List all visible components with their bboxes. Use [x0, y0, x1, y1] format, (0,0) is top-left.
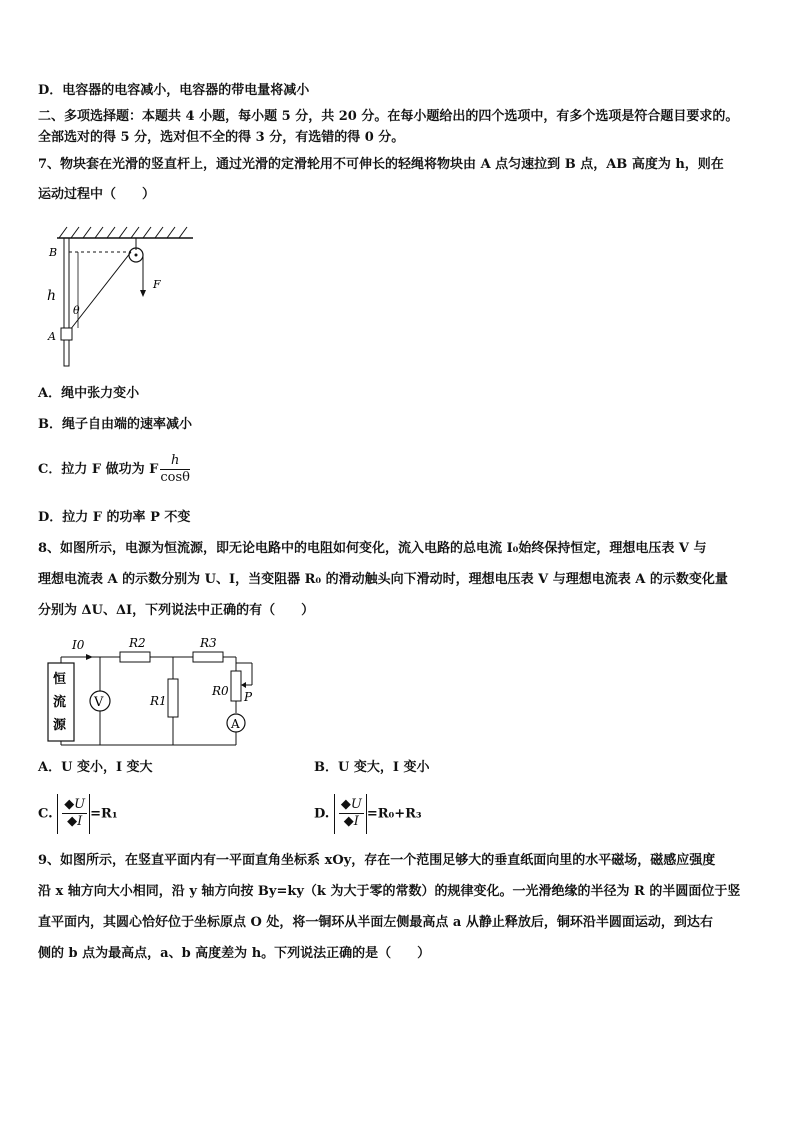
source-char-1: 恒 — [53, 672, 67, 687]
label-R0: R0 — [212, 684, 229, 698]
q8-option-c — [38, 794, 118, 835]
section-header-line1: 二、多项选择题：本题共 4 小题，每小题 5 分，共 20 分。在每小题给出的四个选项中，有多个选项是符合题目要求的。 — [38, 109, 739, 124]
option-d-previous: D．电容器的电容减小，电容器的带电量将减小 — [38, 83, 310, 98]
q8-option-b: B．U 变大，I 变小 — [314, 760, 430, 775]
source-char-2: 流 — [53, 695, 67, 710]
question-9-line2: 沿 x 轴方向大小相同，沿 y 轴方向按 By=ky（k 为大于零的常数）的规律变化。一光滑绝缘的半径为 R 的半圆面位于竖 — [38, 884, 741, 899]
label-h: h — [47, 288, 57, 304]
label-P: P — [244, 690, 253, 704]
q8-circuit — [40, 633, 280, 751]
fraction-numerator: h — [160, 453, 190, 470]
q8-option-d-prefix: D. — [314, 806, 330, 822]
source-char-3: 源 — [53, 718, 67, 733]
fraction-denominator: ◆I — [67, 814, 83, 829]
q8-option-d-suffix: =R₀+R₃ — [366, 806, 422, 822]
label-R3: R3 — [200, 636, 217, 650]
label-theta: θ — [73, 304, 80, 317]
question-7-line1: 7、物块套在光滑的竖直杆上，通过光滑的定滑轮用不可伸长的轻绳将物块由 A 点匀速拉到 B 点，AB 高度为 h，则在 — [38, 157, 724, 172]
question-8-line3: 分别为 ΔU、ΔI，下列说法中正确的有（ ） — [38, 603, 315, 618]
question-8-line1: 8、如图所示，电源为恒流源，即无论电路中的电阻如何变化，流入电路的总电流 I₀始终保持恒定，理想电压表 V 与 — [38, 541, 707, 556]
q8-option-c-suffix: =R₁ — [90, 806, 118, 822]
q7-option-c — [38, 452, 190, 488]
label-F: F — [153, 278, 161, 291]
question-7-line2: 运动过程中（ ） — [38, 187, 156, 202]
q7-option-b: B．绳子自由端的速率减小 — [38, 417, 192, 432]
q8-option-d — [314, 794, 422, 835]
label-R1: R1 — [150, 694, 167, 708]
q7-option-c-fraction — [160, 453, 190, 486]
fraction-numerator: ◆U — [340, 797, 362, 812]
label-R2: R2 — [129, 636, 146, 650]
q8-option-a: A．U 变小，I 变大 — [38, 760, 153, 775]
section-header-line2: 全部选对的得 5 分，选对但不全的得 3 分，有选错的得 0 分。 — [38, 130, 405, 145]
question-8-line2: 理想电流表 A 的示数分别为 U、I，当变阻器 R₀ 的滑动触头向下滑动时，理想电压表 V 与理想电流表 A 的示数变化量 — [38, 572, 728, 587]
q8-option-d-abs — [334, 794, 367, 834]
question-9-line3: 直平面内，其圆心恰好位于坐标原点 O 处，将一铜环从半面左侧最高点 a 从静止释放后，铜环沿半圆面运动，到达右 — [38, 915, 713, 930]
label-A: A — [48, 330, 56, 343]
q7-option-d: D．拉力 F 的功率 P 不变 — [38, 510, 191, 525]
question-9-line1: 9、如图所示，在竖直平面内有一平面直角坐标系 xOy，存在一个范围足够大的垂直纸面向里的水平磁场，磁感应强度 — [38, 853, 716, 868]
q8-option-c-abs — [57, 794, 90, 834]
q7-option-a: A．绳中张力变小 — [38, 386, 140, 401]
voltmeter-label: V — [94, 695, 104, 710]
label-I0: I0 — [72, 638, 85, 652]
label-B: B — [49, 246, 58, 259]
fraction-denominator: ◆I — [343, 814, 359, 829]
ammeter-label: A — [231, 717, 240, 731]
fraction-denominator: cosθ — [160, 470, 190, 485]
q7-option-c-prefix: C．拉力 F 做功为 F — [38, 462, 159, 477]
q7-figure — [45, 222, 205, 372]
question-9-line4: 侧的 b 点为最高点，a、b 高度差为 h。下列说法正确的是（ ） — [38, 946, 431, 961]
q8-option-c-prefix: C. — [38, 806, 53, 822]
fraction-numerator: ◆U — [64, 797, 86, 812]
